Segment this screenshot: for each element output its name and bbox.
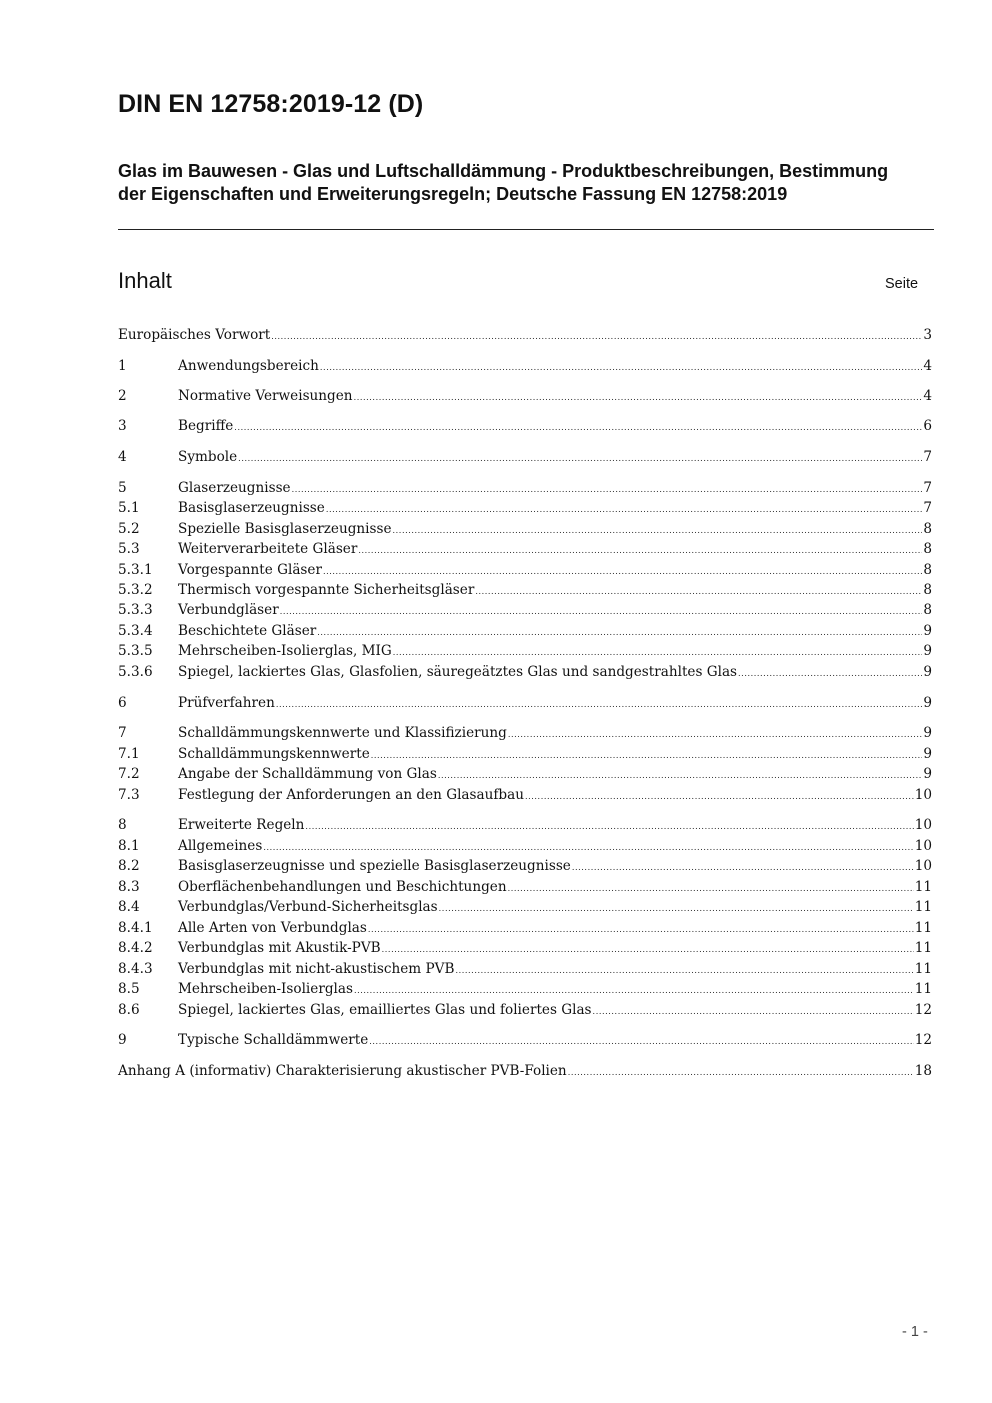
page-column-label: Seite <box>885 276 919 292</box>
toc-entry-title: Glaserzeugnisse <box>178 480 291 496</box>
dot-leader <box>320 356 922 378</box>
toc-entry[interactable] <box>118 744 932 764</box>
toc-entry[interactable] <box>118 447 932 467</box>
toc-entry[interactable] <box>118 1030 932 1050</box>
document-subtitle: Glas im Bauwesen - Glas und Luftschalldämmung - Produktbeschreibungen, Bestimmung der Eigenschaften und Erweiterungsregeln; Deutsche Fassung EN 12758:2019 <box>118 161 889 204</box>
toc-entry-title: Normative Verweisungen <box>178 388 353 404</box>
toc-entry-number: 7 <box>118 725 127 741</box>
toc-entry-number: 8.4.1 <box>118 920 153 936</box>
dot-leader <box>382 938 914 960</box>
toc-entry[interactable] <box>118 580 932 600</box>
toc-entry-title: Schalldämmungskennwerte <box>178 746 370 762</box>
toc-entry-page: 10 <box>914 838 932 854</box>
dot-leader <box>276 693 923 715</box>
toc-entry-title: Spiegel, lackiertes Glas, Glasfolien, säuregeätztes Glas und sandgestrahltes Glas <box>178 664 738 680</box>
toc-entry-number: 5.1 <box>118 500 140 516</box>
toc-entry[interactable] <box>118 693 932 713</box>
toc-entry[interactable] <box>118 478 932 498</box>
toc-entry[interactable] <box>118 938 932 958</box>
dot-leader <box>354 979 914 1001</box>
toc-entry-page: 8 <box>923 562 932 578</box>
toc-entry-number: 8.4.2 <box>118 940 153 956</box>
toc-entry-number: 5.3.1 <box>118 562 153 578</box>
dot-leader <box>280 600 923 622</box>
toc-entry-page: 4 <box>923 388 932 404</box>
toc-entry-number: 8.6 <box>118 1002 140 1018</box>
toc-entry-page: 8 <box>923 521 932 537</box>
dot-leader <box>593 1000 914 1022</box>
dot-leader <box>369 1030 913 1052</box>
toc-entry[interactable] <box>118 356 932 376</box>
toc-entry-page: 9 <box>923 643 932 659</box>
toc-entry-page: 8 <box>923 582 932 598</box>
toc-entry-title: Alle Arten von Verbundglas <box>178 920 367 936</box>
toc-entry-page: 8 <box>923 541 932 557</box>
toc-entry-page: 10 <box>914 787 932 803</box>
toc-entry-number: 8 <box>118 817 127 833</box>
dot-leader <box>508 877 914 899</box>
dot-leader <box>508 723 923 745</box>
dot-leader <box>354 386 923 408</box>
dot-leader <box>393 519 923 541</box>
dot-leader <box>234 416 922 438</box>
toc-entry-number: 8.4 <box>118 899 140 915</box>
dot-leader <box>525 785 914 807</box>
toc-entry[interactable] <box>118 918 932 938</box>
toc-entry-page: 11 <box>914 961 932 977</box>
toc-entry[interactable] <box>118 785 932 805</box>
document-title: DIN EN 12758:2019-12 (D) <box>118 90 424 118</box>
dot-leader <box>292 478 923 500</box>
toc-entry-title: Weiterverarbeitete Gläser <box>178 541 358 557</box>
toc-entry-number: 8.1 <box>118 838 140 854</box>
toc-entry-title: Symbole <box>178 449 238 465</box>
toc-heading: Inhalt <box>118 268 172 293</box>
dot-leader <box>475 580 922 602</box>
toc-entry-number: 7.3 <box>118 787 140 803</box>
toc-entry[interactable] <box>118 386 932 406</box>
toc-entry-page: 10 <box>914 858 932 874</box>
toc-entry-title: Verbundglas/Verbund-Sicherheitsglas <box>178 899 438 915</box>
toc-entry-page: 9 <box>923 746 932 762</box>
dot-leader <box>263 836 913 858</box>
toc-entry[interactable] <box>118 764 932 784</box>
toc-entry-number: 7.1 <box>118 746 140 762</box>
toc-entry-title: Verbundglas mit Akustik-PVB <box>178 940 381 956</box>
dot-leader <box>439 897 914 919</box>
toc-entry-number: 8.2 <box>118 858 140 874</box>
toc-entry[interactable] <box>118 662 932 682</box>
toc-entry-title: Basisglaserzeugnisse und spezielle Basisglaserzeugnisse <box>178 858 571 874</box>
toc-entry-title: Prüfverfahren <box>178 695 275 711</box>
toc-entry[interactable] <box>118 498 932 518</box>
toc-entry-title: Typische Schalldämmwerte <box>178 1032 369 1048</box>
toc-entry-title: Europäisches Vorwort <box>118 327 271 343</box>
toc-entry[interactable] <box>118 959 932 979</box>
toc-entry-title: Allgemeines <box>178 838 263 854</box>
toc-entry-number: 5.3.3 <box>118 602 153 618</box>
toc-entry-page: 11 <box>914 981 932 997</box>
toc-entry-number: 8.4.3 <box>118 961 153 977</box>
dot-leader <box>738 662 922 684</box>
toc-entry-page: 7 <box>923 480 932 496</box>
toc-entry[interactable] <box>118 723 932 743</box>
toc-entry-number: 5.3.6 <box>118 664 153 680</box>
toc-entry-page: 12 <box>914 1002 932 1018</box>
toc-entry[interactable] <box>118 836 932 856</box>
toc-entry-page: 11 <box>914 940 932 956</box>
toc-entry-number: 2 <box>118 388 127 404</box>
toc-entry-page: 11 <box>914 920 932 936</box>
table-of-contents <box>118 0 932 1100</box>
dot-leader <box>305 815 913 837</box>
toc-entry-number: 8.5 <box>118 981 140 997</box>
toc-entry[interactable] <box>118 600 932 620</box>
toc-entry-title: Verbundgläser <box>178 602 279 618</box>
toc-entry-title: Anwendungsbereich <box>178 358 319 374</box>
toc-entry-title: Mehrscheiben-Isolierglas, MIG <box>178 643 392 659</box>
toc-entry-title: Mehrscheiben-Isolierglas <box>178 981 353 997</box>
toc-entry[interactable] <box>118 621 932 641</box>
dot-leader <box>393 641 923 663</box>
toc-entry[interactable] <box>118 539 932 559</box>
toc-entry-number: 8.3 <box>118 879 140 895</box>
toc-entry-page: 7 <box>923 500 932 516</box>
toc-entry-title: Schalldämmungskennwerte und Klassifizierung <box>178 725 507 741</box>
page-number: - 1 - <box>902 1324 928 1340</box>
toc-entry-number: 5.2 <box>118 521 140 537</box>
toc-entry-title: Thermisch vorgespannte Sicherheitsgläser <box>178 582 475 598</box>
toc-entry[interactable] <box>118 325 932 345</box>
toc-entry-number: 1 <box>118 358 127 374</box>
toc-entry-title: Basisglaserzeugnisse <box>178 500 325 516</box>
toc-entry-page: 9 <box>923 664 932 680</box>
toc-entry[interactable] <box>118 1000 932 1020</box>
toc-entry[interactable] <box>118 877 932 897</box>
toc-entry-number: 5.3.4 <box>118 623 153 639</box>
toc-entry-page: 3 <box>923 327 932 343</box>
dot-leader <box>317 621 922 643</box>
toc-entry-page: 9 <box>923 623 932 639</box>
dot-leader <box>323 560 922 582</box>
dot-leader <box>326 498 923 520</box>
toc-entry-page: 7 <box>923 449 932 465</box>
toc-entry-number: 3 <box>118 418 127 434</box>
dot-leader <box>271 325 922 347</box>
dot-leader <box>371 744 923 766</box>
toc-entry-title: Verbundglas mit nicht-akustischem PVB <box>178 961 455 977</box>
toc-entry-title: Erweiterte Regeln <box>178 817 305 833</box>
toc-entry[interactable] <box>118 1061 932 1081</box>
toc-entry-page: 12 <box>914 1032 932 1048</box>
toc-entry-page: 10 <box>914 817 932 833</box>
toc-entry-title: Angabe der Schalldämmung von Glas <box>178 766 437 782</box>
toc-entry-title: Festlegung der Anforderungen an den Glasaufbau <box>178 787 524 803</box>
toc-entry-page: 18 <box>914 1063 932 1079</box>
toc-entry-title: Beschichtete Gläser <box>178 623 317 639</box>
toc-entry-number: 5.3.5 <box>118 643 153 659</box>
toc-entry-page: 9 <box>923 695 932 711</box>
toc-entry[interactable] <box>118 416 932 436</box>
toc-entry-number: 5.3 <box>118 541 140 557</box>
toc-entry-title: Vorgespannte Gläser <box>178 562 322 578</box>
dot-leader <box>368 918 914 940</box>
toc-entry-number: 6 <box>118 695 127 711</box>
toc-entry[interactable] <box>118 897 932 917</box>
toc-entry[interactable] <box>118 979 932 999</box>
dot-leader <box>238 447 922 469</box>
toc-entry-title: Anhang A (informativ) Charakterisierung akustischer PVB-Folien <box>118 1063 567 1079</box>
toc-entry-page: 8 <box>923 602 932 618</box>
toc-entry-page: 6 <box>923 418 932 434</box>
toc-entry-number: 5.3.2 <box>118 582 153 598</box>
dot-leader <box>438 764 923 786</box>
dot-leader <box>572 856 914 878</box>
toc-entry-page: 9 <box>923 766 932 782</box>
toc-entry-number: 9 <box>118 1032 127 1048</box>
toc-entry-page: 4 <box>923 358 932 374</box>
toc-entry-page: 9 <box>923 725 932 741</box>
toc-entry[interactable] <box>118 560 932 580</box>
dot-leader <box>455 959 913 981</box>
toc-entry[interactable] <box>118 519 932 539</box>
toc-entry[interactable] <box>118 856 932 876</box>
toc-entry-title: Spiegel, lackiertes Glas, emailliertes Glas und foliertes Glas <box>178 1002 592 1018</box>
toc-entry-number: 4 <box>118 449 127 465</box>
toc-entry-title: Oberflächenbehandlungen und Beschichtungen <box>178 879 507 895</box>
toc-entry-title: Spezielle Basisglaserzeugnisse <box>178 521 392 537</box>
toc-entry-number: 7.2 <box>118 766 140 782</box>
toc-entry-title: Begriffe <box>178 418 234 434</box>
toc-entry[interactable] <box>118 641 932 661</box>
toc-entry-number: 5 <box>118 480 127 496</box>
toc-entry[interactable] <box>118 815 932 835</box>
dot-leader <box>568 1061 914 1083</box>
dot-leader <box>358 539 922 561</box>
toc-entry-page: 11 <box>914 879 932 895</box>
toc-entry-page: 11 <box>914 899 932 915</box>
